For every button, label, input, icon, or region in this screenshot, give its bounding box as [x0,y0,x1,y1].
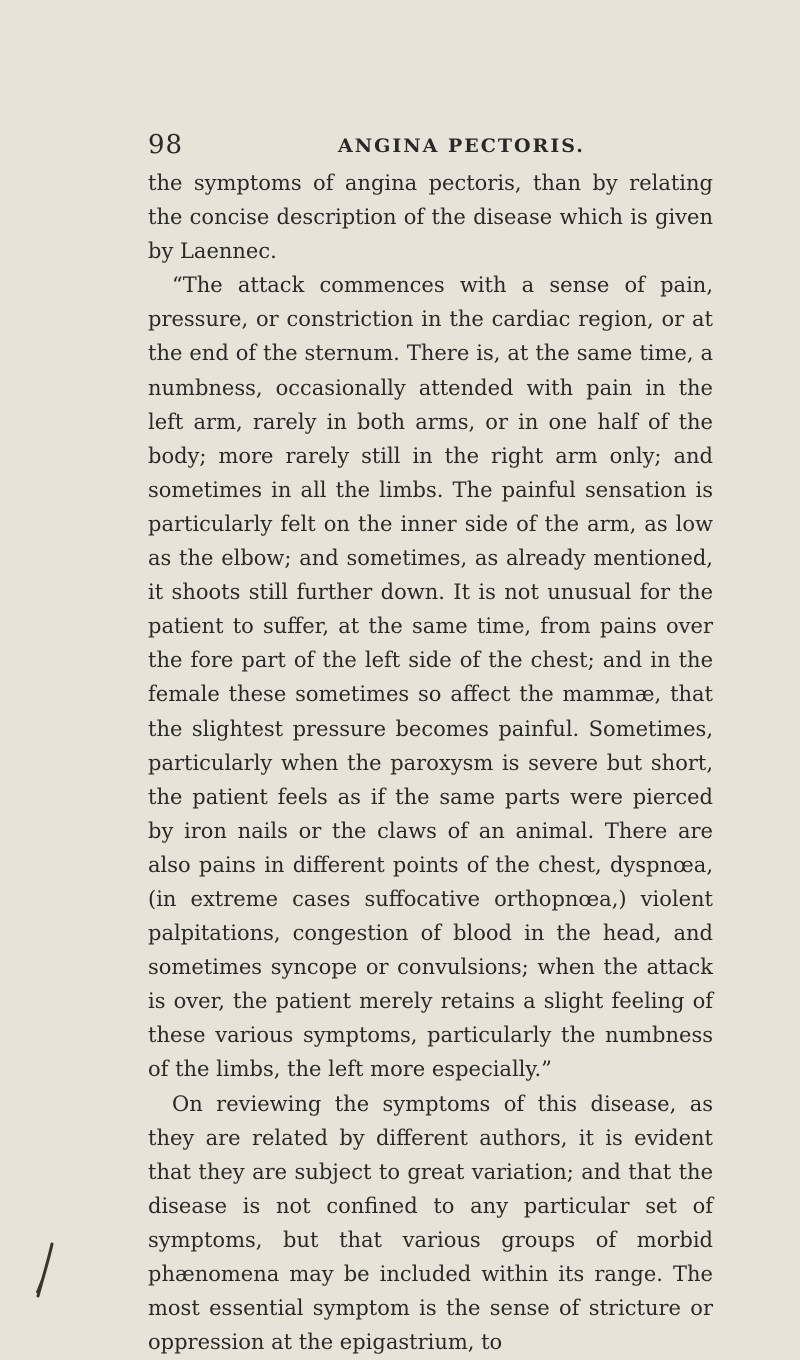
page-number: 98 [148,130,184,160]
page-header [148,130,708,166]
paragraph-laennec-quote: “The attack commences with a sense of pain, pressure, or constriction in the cardiac region, or at the end of the sternum. There is, at the same time, a numbness, occasionally attended with pain in the left arm, rarely in both arms, or in one half of the body; more rarely still in the right arm only; and sometimes in all the limbs. The painful sensation is particularly felt on the inner side of the arm, as low as the elbow; and sometimes, as already mentioned, it shoots still further down. It is not unusual for the patient to suffer, at the same time, from pains over the fore part of the left side of the chest; and in the female these sometimes so affect the mammæ, that the slightest pressure becomes painful. Sometimes, particularly when the paroxysm is severe but short, the patient feels as if the same parts were pierced by iron nails or the claws of an animal. There are also pains in different points of the chest, dyspnœa, (in extreme cases suffocative orthopnœa,) violent palpitations, congestion of blood in the head, and sometimes syncope or convulsions; when the attack is over, the patient merely retains a slight feeling of these various symptoms, particularly the numbness of the limbs, the left more especially.” [148,273,713,1082]
running-title: ANGINA PECTORIS. [338,135,585,157]
paragraph-reviewing-symptoms: On reviewing the symptoms of this disease, as they are related by different authors, it is evident that they are subject to great variation; and that the disease is not confined to any particular set of symptoms, but that various groups of morbid phænomena may be included within its range. The most essential symptom is the sense of stricture or oppression at the epigastrium, to [148,1091,713,1355]
ink-stroke-mark [30,1240,60,1300]
paragraph-continuation: the symptoms of angina pectoris, than by relating the concise description of the disease which is given by Laennec. [148,171,713,264]
body-text [148,166,713,1359]
